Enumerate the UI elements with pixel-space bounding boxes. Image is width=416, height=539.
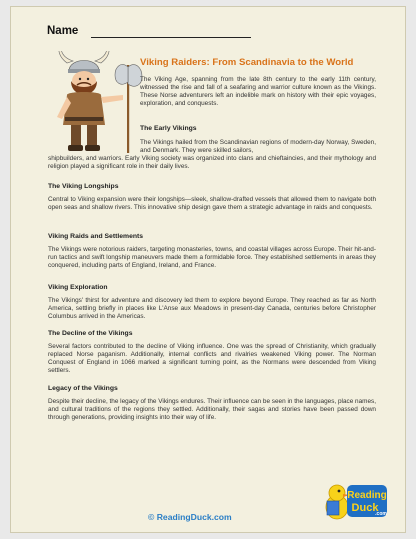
- section-heading-decline: The Decline of the Vikings: [48, 330, 133, 337]
- section-paragraph-longships: Central to Viking expansion were their longships—sleek, shallow-drafted vessels that allowed them to navigate both open seas and shallow rivers. This innovative ship design gave them a strategic advantage in raids and conquests.: [48, 196, 376, 211]
- section-heading-exploration: Viking Exploration: [48, 284, 108, 291]
- section-paragraph-exploration: The Vikings' thirst for adventure and discovery led them to explore beyond Europe. They reached as far as North America, settling briefly in places like L'Anse aux Meadows in present-day Canada, centuries before Christopher Columbus arrived in the Americas.: [48, 297, 376, 320]
- worksheet-page: [10, 6, 406, 533]
- section-paragraph-raids: The Vikings were notorious raiders, targeting monasteries, towns, and coastal villages across Europe. Their hit-and-run tactics and swift longship maneuvers made them a formidable force. They established settlements in areas they conquered, including parts of England, Ireland, and France.: [48, 246, 376, 269]
- logo-domain: .com: [375, 511, 387, 517]
- name-line: [91, 37, 251, 38]
- section-heading-legacy: Legacy of the Vikings: [48, 385, 118, 392]
- name-label: Name: [47, 25, 79, 37]
- page-title: Viking Raiders: From Scandinavia to the World: [140, 57, 354, 68]
- section-heading-early-vikings: The Early Vikings: [140, 125, 197, 132]
- section-heading-raids: Viking Raids and Settlements: [48, 233, 144, 240]
- viking-illustration: [49, 51, 143, 155]
- section-paragraph-legacy: Despite their decline, the legacy of the Vikings endures. Their influence can be seen in the languages, place names, and cultural traditions of the regions they settled. Additionally, their sagas and stories have been passed down through generations, providing insights into their way of life.: [48, 398, 376, 421]
- intro-paragraph: The Viking Age, spanning from the late 8th century to the early 11th century, witnessed the rise and fall of a seafaring and warrior culture known as the Vikings. These Norse adventurers left an indelible mark on history with their epic voyages, exploration, and conquests.: [140, 76, 376, 107]
- early-vikings-paragraph-part2: shipbuilders, and warriors. Early Viking society was organized into clans and chieftaincies, and their mythology and religion played a significant role in their daily lives.: [48, 155, 376, 170]
- section-heading-longships: The Viking Longships: [48, 183, 119, 190]
- footer-copyright: © ReadingDuck.com: [148, 512, 232, 522]
- logo-word-reading: Reading: [347, 490, 387, 501]
- logo-word-duck: Duck: [351, 502, 379, 514]
- section-paragraph-decline: Several factors contributed to the decline of Viking influence. One was the spread of Christianity, which gradually replaced Norse paganism. Additionally, internal conflicts and rivalries weakened Viking power. The Norman Conquest of England in 1066 marked a significant turning point, as the Normans were descended from Viking settlers.: [48, 343, 376, 374]
- early-vikings-paragraph-part1: The Vikings hailed from the Scandinavian regions of modern-day Norway, Sweden, and Denmark. They were skilled sailors,: [140, 139, 376, 154]
- reading-duck-logo: [323, 477, 389, 527]
